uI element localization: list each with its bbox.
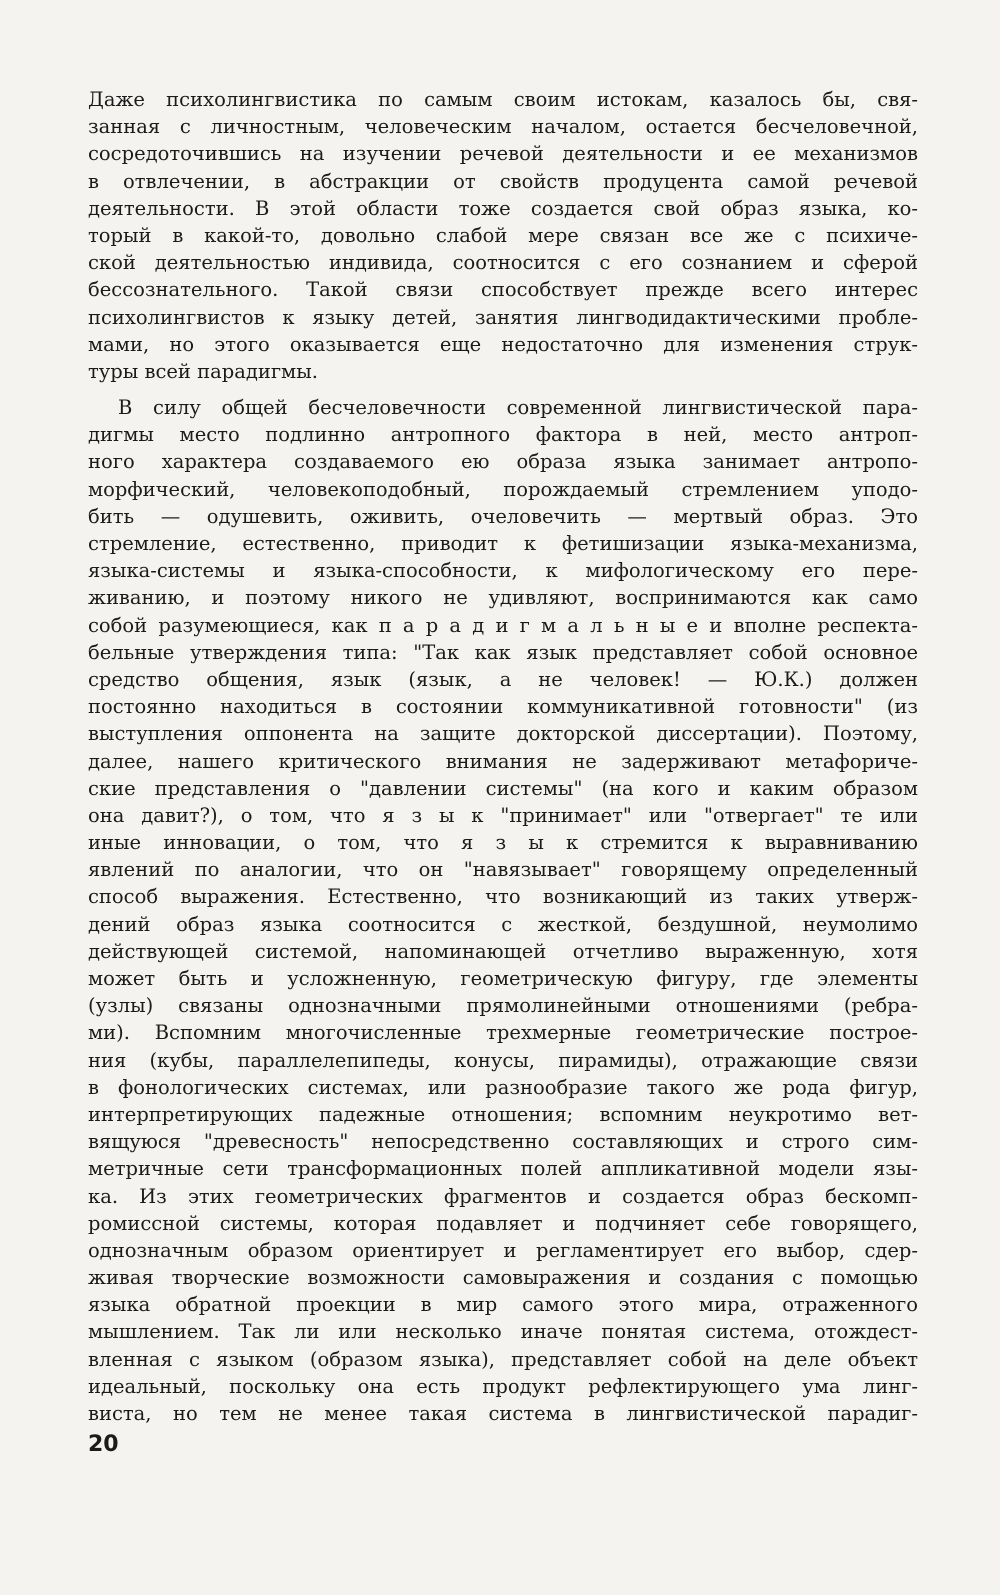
text-line: дигмы место подлинно антропного фактора в ней, место антроп- [88, 423, 918, 447]
paragraph-gap [88, 385, 918, 394]
paragraph-2 [88, 394, 918, 1427]
body-text [88, 86, 918, 1427]
text-line: явлений по аналогии, что он "навязывает" говорящему определенный [88, 858, 918, 882]
text-line: вленная с языком (образом языка), представляет собой на деле объект [88, 1347, 918, 1371]
text-line: выступления оппонента на защите докторской диссертации). Поэтому, [88, 722, 918, 746]
text-line: бить — одушевить, оживить, очеловечить — мертвый образ. Это [88, 504, 918, 528]
text-line: ка. Из этих геометрических фрагментов и создается образ бескомп- [88, 1184, 918, 1208]
text-line: (узлы) связаны однозначными прямолинейными отношениями (ребра- [88, 994, 918, 1018]
text-line: ния (кубы, параллелепипеды, конусы, пирамиды), отражающие связи [88, 1048, 918, 1072]
text-line: туры всей парадигмы. [88, 359, 318, 383]
text-line: идеальный, поскольку она есть продукт рефлектирующего ума линг- [88, 1374, 918, 1398]
paragraph-1 [88, 86, 918, 385]
text-line: в отвлечении, в абстракции от свойств продуцента самой речевой [88, 169, 918, 193]
text-line: вящуюся "древесность" непосредственно составляющих и строго сим- [88, 1130, 918, 1154]
text-line: В силу общей бесчеловечности современной лингвистической пара- [118, 396, 918, 420]
text-line: ромиссной системы, которая подавляет и подчиняет себе говорящего, [88, 1211, 918, 1235]
text-line: деятельности. В этой области тоже создается свой образ языка, ко- [88, 196, 918, 220]
text-line: Даже психолингвистика по самым своим истокам, казалось бы, свя- [88, 88, 918, 111]
text-line: бельные утверждения типа: "Так как язык представляет собой основное [88, 640, 918, 664]
text-line: языка-системы и языка-способности, к мифологическому его пере- [88, 559, 918, 583]
text-line: далее, нашего критического внимания не задерживают метафориче- [88, 749, 918, 773]
text-line: занная с личностным, человеческим началом, остается бесчеловечной, [88, 115, 918, 139]
text-line: живанию, и поэтому никого не удивляют, воспринимаются как само [88, 586, 918, 610]
text-line: сосредоточившись на изучении речевой деятельности и ее механизмов [88, 142, 918, 166]
text-line: интерпретирующих падежные отношения; вспомним неукротимо вет- [88, 1102, 918, 1126]
text-line: живая творческие возможности самовыражения и создания с помощью [88, 1266, 918, 1290]
text-line: морфический, человекоподобный, порождаемый стремлением уподо- [88, 477, 918, 501]
text-line: дений образ языка соотносится с жесткой, бездушной, неумолимо [88, 912, 918, 936]
text-line: стремление, естественно, приводит к фетишизации языка-механизма, [88, 532, 918, 555]
text-line: ской деятельностью индивида, соотносится с его сознанием и сферой [88, 251, 918, 275]
text-line: бессознательного. Такой связи способствует прежде всего интерес [88, 278, 918, 302]
text-line: языка обратной проекции в мир самого этого мира, отраженного [88, 1293, 918, 1317]
text-line: в фонологических системах, или разнообразие такого же рода фигур, [88, 1075, 918, 1099]
text-line: мышлением. Так ли или несколько иначе понятая система, отождест- [88, 1320, 918, 1344]
text-line: постоянно находиться в состоянии коммуникативной готовности" (из [88, 695, 918, 719]
text-line: иные инновации, о том, что я з ы к стремится к выравниванию [88, 831, 918, 855]
text-line: ми). Вспомним многочисленные трехмерные геометрические построе- [88, 1021, 918, 1045]
text-line: ские представления о "давлении системы" (на кого и каким образом [88, 776, 918, 800]
text-line: однозначным образом ориентирует и регламентирует его выбор, сдер- [88, 1238, 918, 1262]
text-line: торый в какой-то, довольно слабой мере связан все же с психиче- [88, 223, 918, 247]
text-line: психолингвистов к языку детей, занятия лингводидактическими пробле- [88, 305, 918, 329]
text-line: собой разумеющиеся, как п а р а д и г м а л ь н ы е и вполне респекта- [88, 613, 918, 637]
text-line: средство общения, язык (язык, а не человек! — Ю.К.) должен [88, 667, 918, 691]
text-line: ного характера создаваемого ею образа языка занимает антропо- [88, 450, 918, 474]
text-line: она давит?), о том, что я з ы к "принимает" или "отвергает" те или [88, 803, 918, 827]
text-line: метричные сети трансформационных полей аппликативной модели язы- [88, 1157, 918, 1181]
text-line: виста, но тем не менее такая система в лингвистической парадиг- [88, 1402, 918, 1425]
page-number: 20 [88, 1432, 119, 1457]
text-line: способ выражения. Естественно, что возникающий из таких утверж- [88, 885, 918, 909]
text-line: мами, но этого оказывается еще недостаточно для изменения струк- [88, 332, 918, 356]
text-line: может быть и усложненную, геометрическую фигуру, где элементы [88, 967, 918, 990]
text-line: действующей системой, напоминающей отчетливо выраженную, хотя [88, 939, 918, 963]
